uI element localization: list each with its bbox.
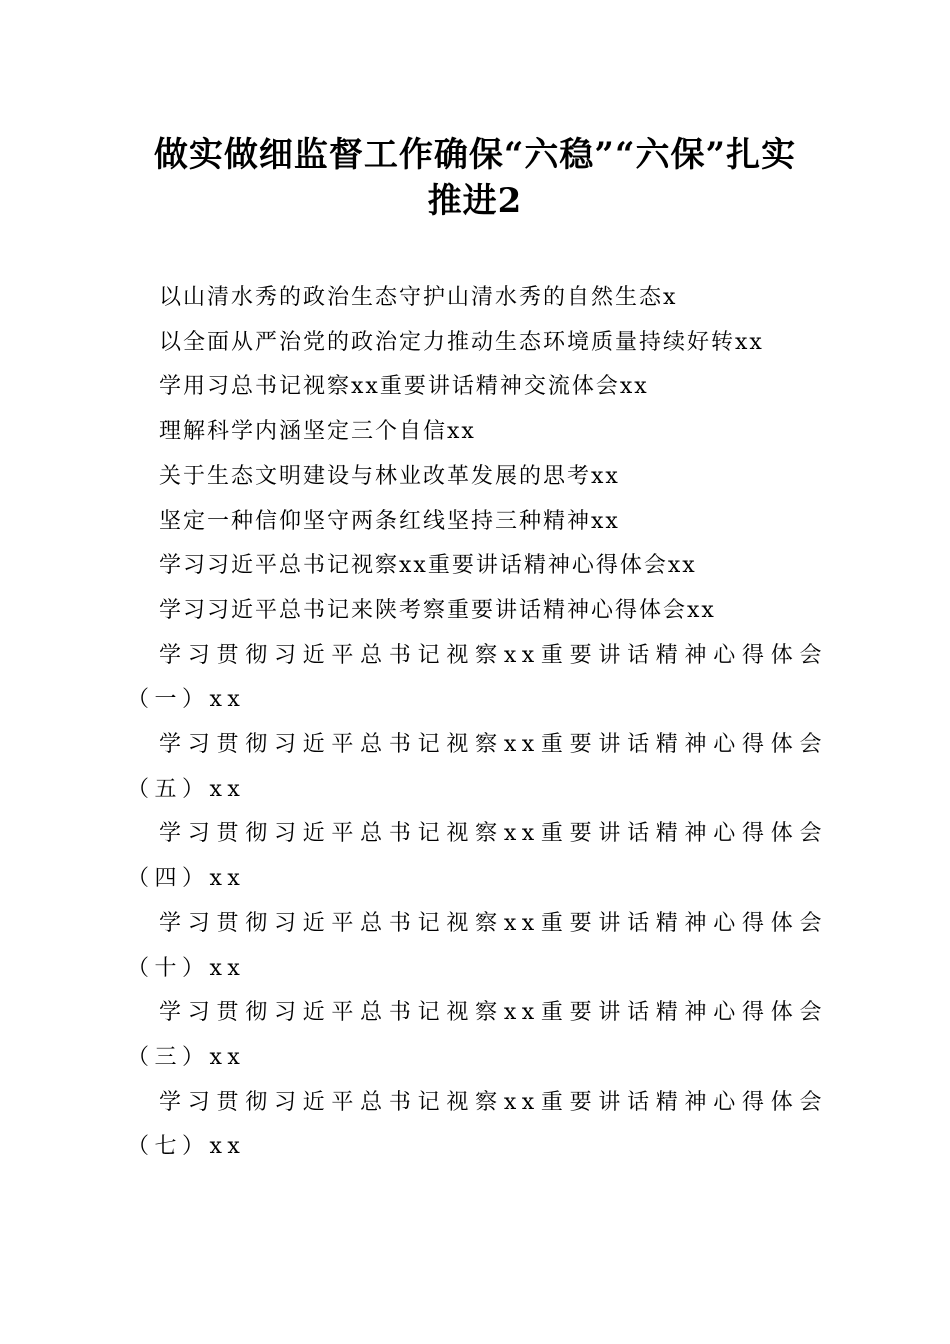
list-item: 学习贯彻习近平总书记视察xx重要讲话精神心得体会（三）xx bbox=[127, 1000, 827, 1070]
article-list bbox=[127, 276, 827, 1170]
list-item: 学用习总书记视察xx重要讲话精神交流体会xx bbox=[159, 374, 649, 400]
list-item: 学习贯彻习近平总书记视察xx重要讲话精神心得体会（七）xx bbox=[127, 1089, 827, 1160]
list-item: 关于生态文明建设与林业改革发展的思考xx bbox=[159, 463, 620, 489]
list-item: 学习贯彻习近平总书记视察xx重要讲话精神心得体会（四）xx bbox=[127, 821, 827, 892]
list-item: 理解科学内涵坚定三个自信xx bbox=[159, 419, 476, 445]
title-line-2: 推进2 bbox=[427, 181, 523, 221]
document-title bbox=[110, 132, 840, 224]
list-item: 学习贯彻习近平总书记视察xx重要讲话精神心得体会（十）xx bbox=[127, 910, 827, 981]
list-item: 学习贯彻习近平总书记视察xx重要讲话精神心得体会（五）xx bbox=[127, 732, 827, 802]
list-item: 学习贯彻习近平总书记视察xx重要讲话精神心得体会（一）xx bbox=[127, 642, 827, 713]
list-item: 以山清水秀的政治生态守护山清水秀的自然生态x bbox=[159, 285, 678, 310]
list-item: 学习习近平总书记视察xx重要讲话精神心得体会xx bbox=[159, 553, 697, 579]
list-item: 学习习近平总书记来陕考察重要讲话精神心得体会xx bbox=[159, 597, 716, 623]
title-line-1: 做实做细监督工作确保“六稳”“六保”扎实 bbox=[153, 135, 797, 175]
list-item: 坚定一种信仰坚守两条红线坚持三种精神xx bbox=[159, 508, 620, 534]
list-item: 以全面从严治党的政治定力推动生态环境质量持续好转xx bbox=[159, 329, 764, 355]
